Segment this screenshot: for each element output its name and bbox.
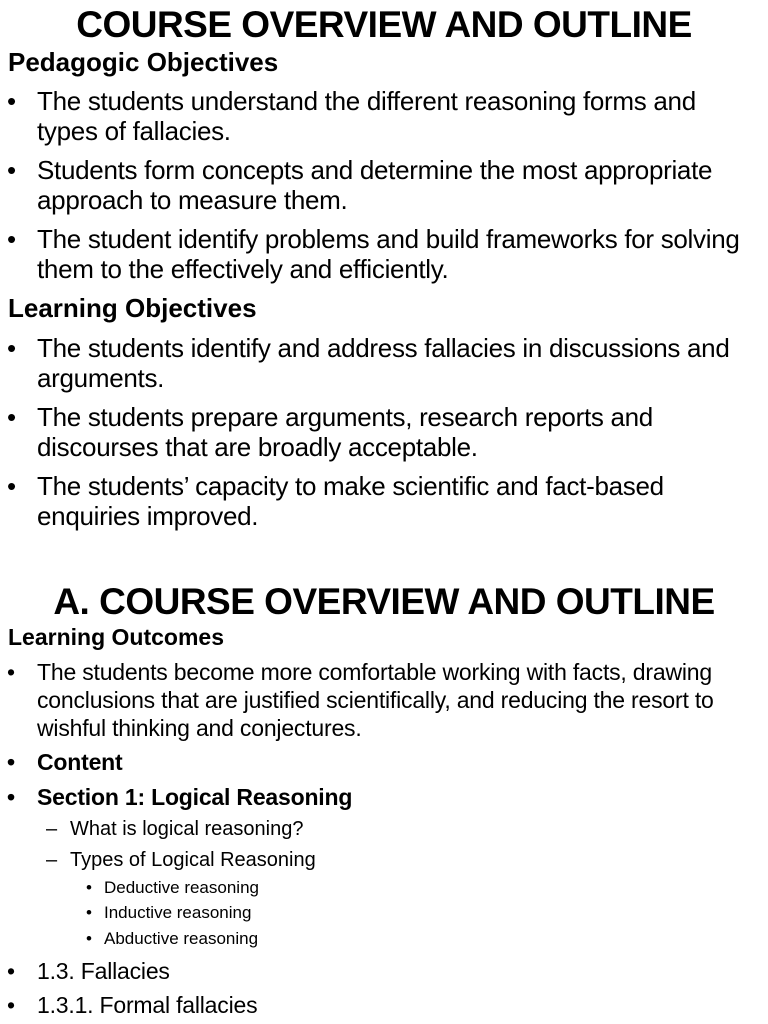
section-list (0, 783, 768, 811)
content-list (0, 748, 768, 776)
pedagogic-objectives-heading: Pedagogic Objectives (8, 47, 279, 77)
sub-item-label: Types of Logical Reasoning (70, 849, 316, 871)
list-item: • 1.3. Fallacies (0, 957, 768, 985)
content-label: • Content (0, 748, 768, 776)
list-item: • The students understand the different reasoning forms and types of fallacies. (0, 86, 768, 146)
reasoning-type-label: Inductive reasoning (104, 903, 252, 922)
sub-item-label: What is logical reasoning? (70, 818, 304, 840)
dash-marker: – (46, 818, 58, 840)
learning-outcomes-heading: Learning Outcomes (8, 624, 224, 650)
section-label: • Section 1: Logical Reasoning (0, 783, 768, 811)
list-item: • The students prepare arguments, research reports and discourses that are broadly acceptable. (0, 402, 768, 462)
learning-objectives-list (0, 333, 768, 531)
reasoning-type-label: Abductive reasoning (104, 929, 259, 948)
list-item: • The student identify problems and build frameworks for solving them to the effectively and efficiently. (0, 224, 768, 284)
dash-marker: – (46, 849, 58, 871)
reasoning-type-item (86, 878, 259, 898)
list-item: • 1.3.1. Formal fallacies (0, 991, 768, 1019)
fallacies-list (0, 957, 768, 1019)
bullet-marker: • (86, 929, 92, 948)
learning-objectives-heading: Learning Objectives (8, 293, 257, 323)
reasoning-type-item (86, 903, 251, 923)
list-item: • The students identify and address fallacies in discussions and arguments. (0, 333, 768, 393)
bullet-marker: • (86, 903, 92, 922)
reasoning-type-label: Deductive reasoning (104, 878, 259, 897)
learning-outcomes-list (0, 658, 768, 742)
pedagogic-objectives-list (0, 86, 768, 284)
slide-title: COURSE OVERVIEW AND OUTLINE (76, 4, 692, 45)
list-item: • The students become more comfortable working with facts, drawing conclusions that are justified scientifically, and reducing the resort to wishful thinking and conjectures. (0, 658, 768, 742)
sub-item (46, 848, 316, 872)
slide-title: A. COURSE OVERVIEW AND OUTLINE (53, 581, 715, 622)
sub-item (46, 817, 303, 841)
list-item: • The students’ capacity to make scientific and fact-based enquiries improved. (0, 471, 768, 531)
reasoning-type-item (86, 929, 258, 949)
bullet-marker: • (86, 878, 92, 897)
list-item: • Students form concepts and determine the most appropriate approach to measure them. (0, 155, 768, 215)
